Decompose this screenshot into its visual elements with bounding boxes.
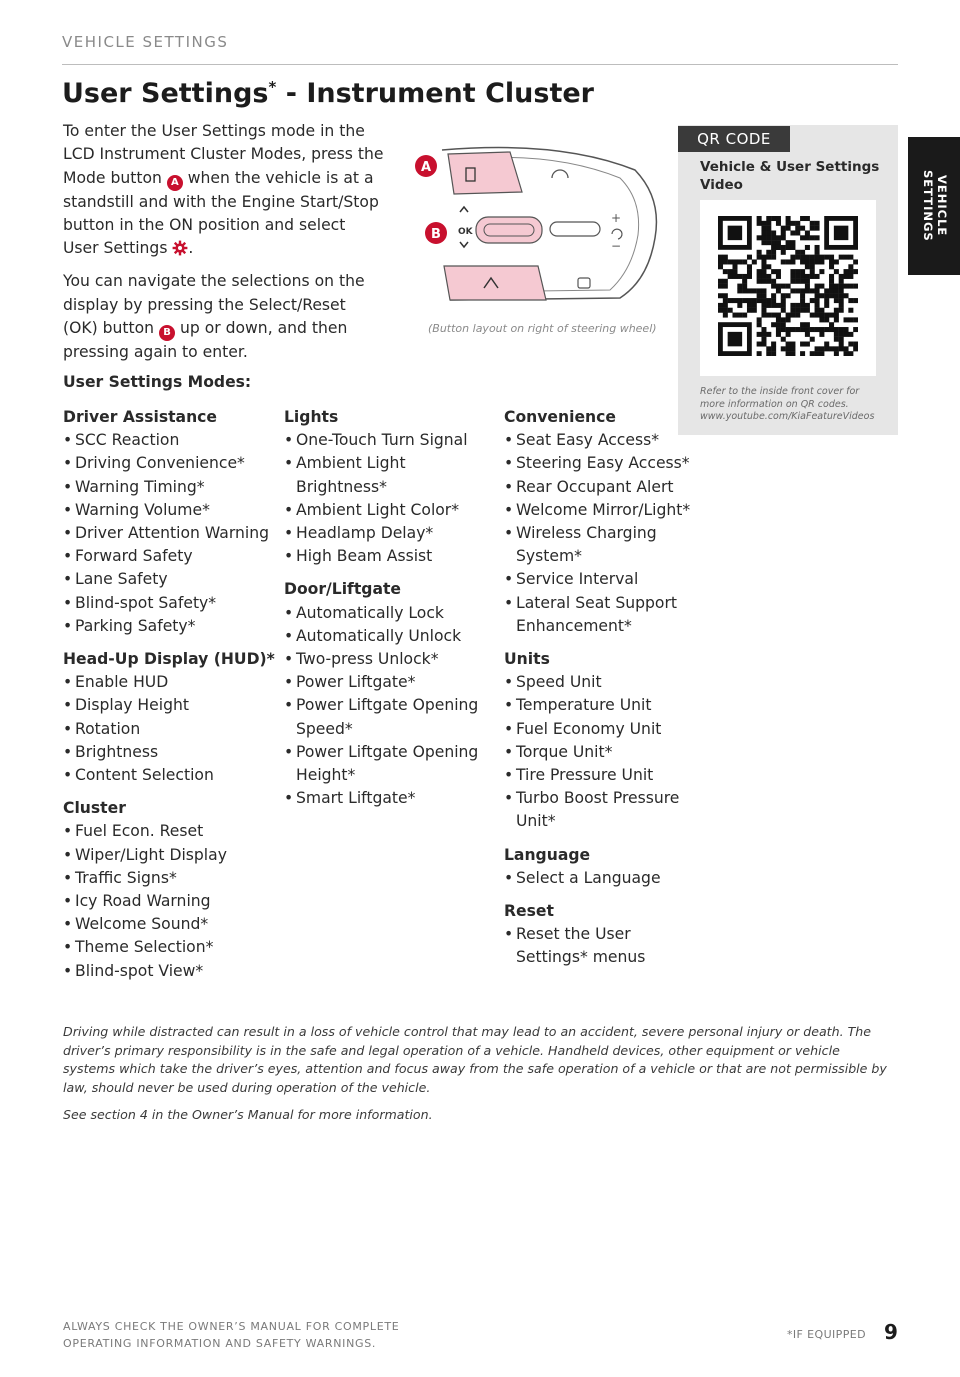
qr-tag: QR CODE [678,126,790,152]
plus-icon: + [611,211,622,225]
modes-column-1 [63,406,278,993]
list-item: • Wiper/Light Display [63,844,278,867]
section-label: VEHICLE SETTINGS [62,33,229,51]
list-item: • Reset the User Settings* menus [504,923,704,969]
qr-code-graphic [718,216,858,356]
list-item: • Brightness [63,741,278,764]
list-item: • Welcome Sound* [63,913,278,936]
list-item: • Traffic Signs* [63,867,278,890]
list-item: • Seat Easy Access* [504,429,704,452]
list-item: • Power Liftgate Opening Speed* [284,694,499,740]
minus-icon: − [611,239,622,253]
mode-group-title: Door/Liftgate [284,580,401,599]
if-equipped-note: *IF EQUIPPED [787,1328,866,1341]
intro-paragraph-2: You can navigate the selections on the display by pressing the Select/Reset (OK) button B up or down, and then pressing again to enter. [63,272,365,362]
mode-group-title: Units [504,650,550,669]
qr-title: Vehicle & User Settings Video [700,159,880,193]
list-item: • Ambient Light Brightness* [284,452,499,498]
list-item: • Driver Attention Warning [63,522,278,545]
intro-text [63,120,385,374]
list-item: • Steering Easy Access* [504,452,704,475]
warning-text: Driving while distracted can result in a loss of vehicle control that may lead to an accident, severe personal injury or death. The driver’s primary responsibility is in the safe and legal operation of a vehicle. Handheld devices, other equipment or vehicle systems which take the driver’s eyes, attention and focus away from the safe operation of a vehicle or that are not permissible by law, should never be used during operation of the vehicle. [63,1024,887,1095]
list-item: • Welcome Mirror/Light* [504,499,704,522]
list-item: • SCC Reaction [63,429,278,452]
list-item: • Icy Road Warning [63,890,278,913]
mode-group-title: Convenience [504,408,616,426]
ok-label: OK [458,227,473,237]
volume-wheel [550,222,600,236]
steering-wheel-buttons-illustration [410,130,668,310]
mode-group-title: Language [504,845,591,864]
page-title: User Settings* - Instrument Cluster [62,78,594,109]
mode-group-title: Reset [504,902,554,921]
see-section-text: See section 4 in the Owner’s Manual for more information. [63,1107,433,1122]
list-item: • Warning Timing* [63,476,278,499]
callout-label-a: A [420,160,432,175]
list-item: • High Beam Assist [284,545,499,568]
list-item: • Tire Pressure Unit [504,764,704,787]
mode-group-title: Lights [284,408,339,426]
mode-group [63,797,278,983]
chevron-down-icon [460,242,468,247]
modes-column-3 [504,406,704,980]
list-item: • Display Height [63,694,278,717]
list-item: • Forward Safety [63,545,278,568]
list-item: • Fuel Economy Unit [504,718,704,741]
list-item: • Ambient Light Color* [284,499,499,522]
intro-paragraph-1: To enter the User Settings mode in the LCD Instrument Cluster Modes, press the Mode button A when the vehicle is at a standstill and with the Engine Start/Stop button in the ON position and select User Settings . [63,122,384,258]
mode-group [504,406,704,638]
gear-icon [172,240,188,256]
ok-button [476,217,542,243]
gauge-icon [552,170,568,178]
mode-group [284,406,499,568]
list-item: • Theme Selection* [63,936,278,959]
mode-group [504,844,704,890]
qr-note: Refer to the inside front cover for more information on QR codes. www.youtube.com/KiaFeatureVideos [700,386,875,422]
mode-group-title: Cluster [63,799,126,818]
list-item: • Power Liftgate Opening Height* [284,741,499,787]
list-item: • Automatically Unlock [284,625,499,648]
list-item: • Blind-spot Safety* [63,592,278,615]
mode-group [63,648,278,787]
mode-group [284,578,499,810]
footer-note: ALWAYS CHECK THE OWNER’S MANUAL FOR COMPLETE OPERATING INFORMATION AND SAFETY WARNINGS. [63,1320,400,1350]
safety-disclaimer [63,1023,893,1134]
list-item: • Rotation [63,718,278,741]
list-item: • Headlamp Delay* [284,522,499,545]
side-tab-label: VEHICLE SETTINGS [921,170,949,242]
list-item: • Automatically Lock [284,602,499,625]
modes-heading: User Settings Modes: [63,373,252,391]
mode-group [63,406,278,638]
list-item: • Torque Unit* [504,741,704,764]
list-item: • Wireless Charging System* [504,522,704,568]
list-item: • Parking Safety* [63,615,278,638]
mode-group-title: Head-Up Display (HUD)* [63,650,275,669]
list-item: • Driving Convenience* [63,452,278,475]
list-item: • Temperature Unit [504,694,704,717]
list-item: • Rear Occupant Alert [504,476,704,499]
page-number: 9 [884,1320,898,1344]
modes-column-2 [284,406,499,820]
list-item: • Lateral Seat Support Enhancement* [504,592,704,638]
mode-group-title: Driver Assistance [63,408,217,426]
list-item: • Speed Unit [504,671,704,694]
list-item: • Turbo Boost Pressure Unit* [504,787,704,833]
callout-badge-b: B [159,325,175,341]
repeat-icon [612,229,622,239]
list-item: • One-Touch Turn Signal [284,429,499,452]
qr-code[interactable] [700,200,876,376]
list-item: • Warning Volume* [63,499,278,522]
mode-group [504,648,704,834]
list-item: • Power Liftgate* [284,671,499,694]
list-item: • Smart Liftgate* [284,787,499,810]
mode-button [448,152,522,194]
callout-badge-a: A [167,175,183,191]
list-item: • Enable HUD [63,671,278,694]
list-item: • Content Selection [63,764,278,787]
illustration-caption: (Button layout on right of steering wheel) [428,322,657,335]
list-item: • Blind-spot View* [63,960,278,983]
list-item: • Service Interval [504,568,704,591]
chevron-up-icon [460,207,468,212]
header-divider [62,64,898,65]
list-item: • Lane Safety [63,568,278,591]
vehicle-icon [578,278,590,288]
list-item: • Select a Language [504,867,704,890]
list-item: • Two-press Unlock* [284,648,499,671]
mode-group [504,900,704,970]
callout-label-b: B [431,227,441,242]
list-item: • Fuel Econ. Reset [63,820,278,843]
